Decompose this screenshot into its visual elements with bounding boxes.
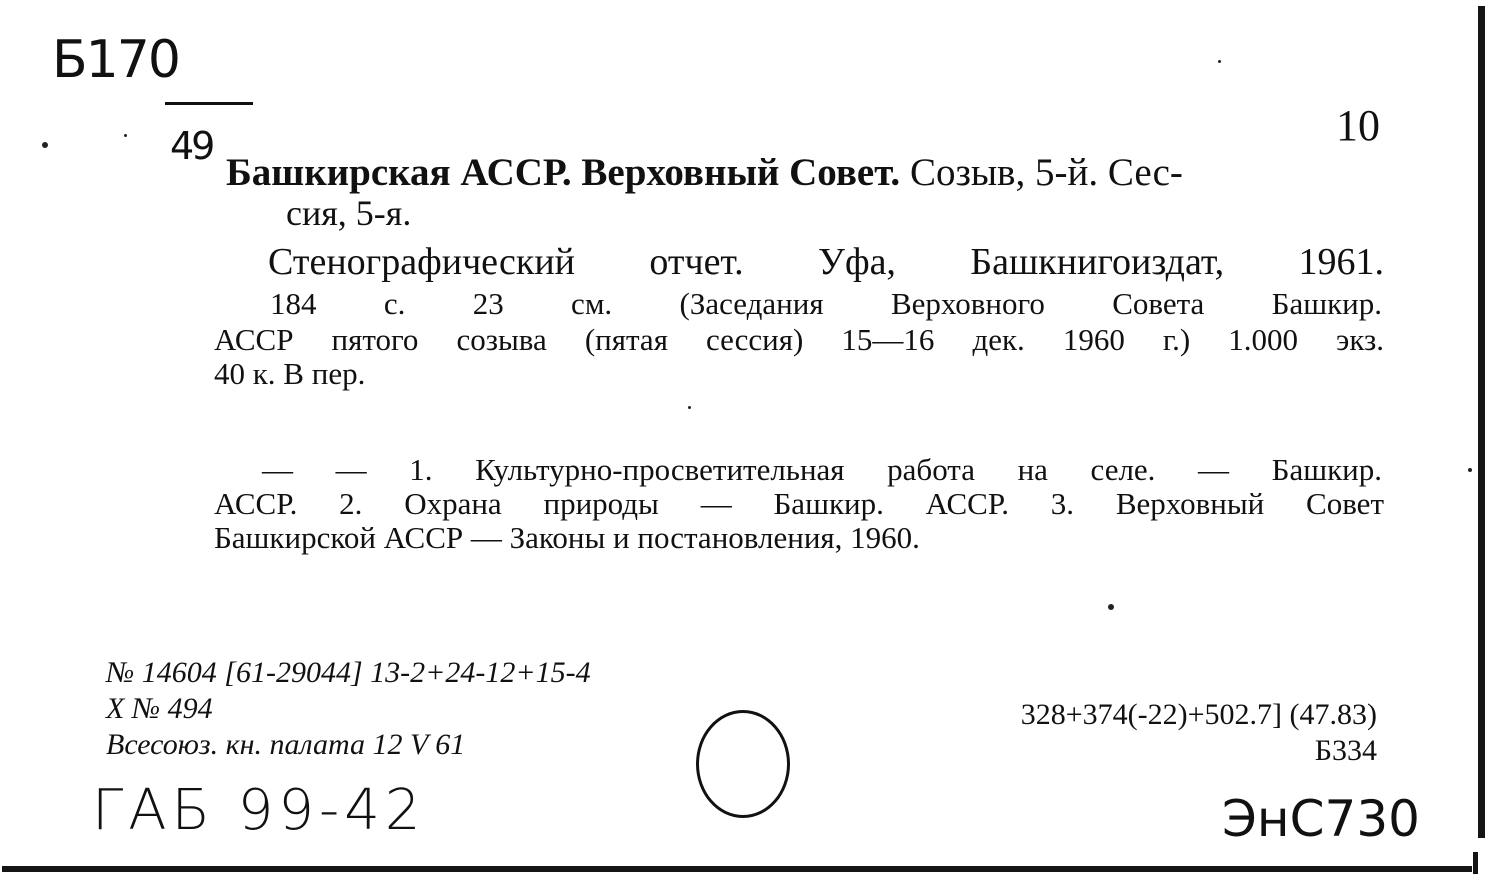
description-line-1: 184 с. 23 см. (Заседания Верховного Совета Башкир. <box>270 286 1382 321</box>
handwritten-subcode: 49 <box>170 124 213 168</box>
heading-author: Башкирская АССР. Верховный Совет. <box>226 151 901 194</box>
subjects-line-1: — — 1. Культурно-просветительная работа на селе. — Башкир. <box>262 452 1382 487</box>
speck <box>1108 604 1114 610</box>
card-number: 10 <box>1336 101 1380 150</box>
subjects-line-2: АССР. 2. Охрана природы — Башкир. АССР. 3. Верховный Совет <box>214 486 1384 521</box>
card-border-right-tail <box>1473 852 1478 874</box>
description-line-3: 40 к. В пер. <box>214 356 366 391</box>
speck <box>1218 60 1221 63</box>
registration-line-1: № 14604 [61-29044] 13-2+24-12+15-4 <box>106 656 591 689</box>
registration-line-2: X № 494 <box>106 692 213 725</box>
speck <box>42 142 48 148</box>
description-line-2: АССР пятого созыва (пятая сессия) 15—16 дек. 1960 г.) 1.000 экз. <box>214 322 1384 357</box>
classification-code: 328+374(-22)+502.7] (47.83) <box>1020 698 1377 731</box>
handwritten-code: Б170 <box>52 30 179 90</box>
shelf-mark: Б334 <box>1314 734 1377 767</box>
card-border-bottom <box>2 866 1472 872</box>
handwritten-inventory: ЭнС730 <box>1222 790 1420 848</box>
heading-line-2: сия, 5-я. <box>286 193 412 233</box>
registration-line-3: Всесоюз. кн. палата 12 V 61 <box>106 728 466 761</box>
card-border-right <box>1478 6 1485 838</box>
heading-author-rest: Созыв, 5-й. Сес- <box>909 151 1183 194</box>
subjects-line-3: Башкирской АССР — Законы и постановления, 1960. <box>214 520 920 555</box>
handwritten-underline <box>165 102 253 105</box>
title-line: Стенографический отчет. Уфа, Башкнигоиздат, 1961. <box>268 241 1384 283</box>
handwritten-gab-code: ГАБ 99-42 <box>92 778 426 843</box>
circle-mark <box>696 710 790 818</box>
heading-line-1 <box>226 150 1386 195</box>
speck <box>688 406 691 409</box>
speck <box>1468 468 1472 472</box>
speck <box>124 134 127 137</box>
